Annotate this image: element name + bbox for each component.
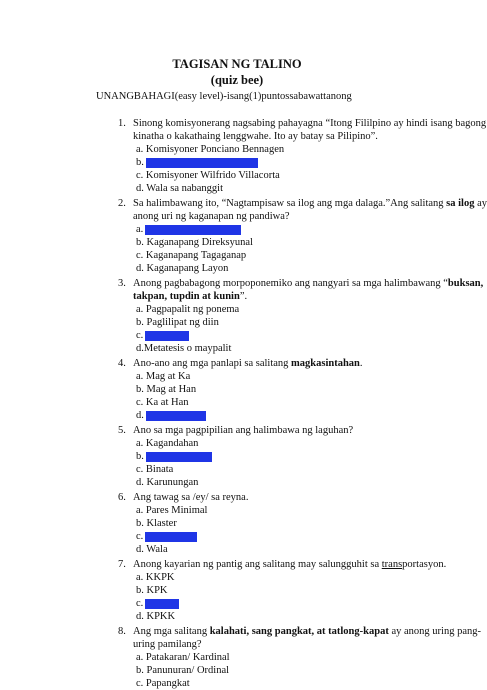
option: a. KKPK	[136, 572, 175, 583]
question-number: 3.	[118, 278, 126, 289]
question-text: Ang mga salitang kalahati, sang pangkat, at tatlong-kapat ay anong uring pang-	[133, 626, 481, 637]
question-number: 8.	[118, 626, 126, 637]
option: c. Papangkat	[136, 678, 190, 689]
page-subtitle: (quiz bee)	[210, 73, 264, 87]
question-text: Anong pagbabagong morpoponemiko ang nangyari sa mga halimbawang “buksan,	[133, 278, 484, 289]
option: b. Kaganapang Direksyunal	[136, 237, 253, 248]
option: d. Kaganapang Layon	[136, 263, 229, 274]
option: c. Komisyoner Wilfrido Villacorta	[136, 170, 280, 181]
option: c.	[136, 329, 189, 342]
option: c. Kaganapang Tagaganap	[136, 250, 247, 261]
option: b. Klaster	[136, 518, 177, 529]
option: b. Mag at Han	[136, 384, 197, 395]
question-text: Ano-ano ang mga panlapi sa salitang magkasintahan.	[133, 358, 363, 369]
option: d. Wala	[136, 544, 168, 555]
answer-highlight	[145, 331, 189, 341]
option: b.	[136, 450, 212, 463]
question-number: 1.	[118, 118, 126, 129]
question-text: Sa halimbawang ito, “Nagtampisaw sa ilog ang mga dalaga.”Ang salitang sa ilog ay	[133, 198, 487, 209]
question-text: takpan, tupdin at kunin”.	[133, 291, 248, 302]
answer-highlight	[146, 411, 206, 421]
option: c. Binata	[136, 464, 174, 475]
question-text: uring pamilang?	[133, 639, 202, 650]
option: c. Ka at Han	[136, 397, 189, 408]
option: c.	[136, 530, 197, 543]
option: a. Pagpapalit ng ponema	[136, 304, 240, 315]
option: a. Pares Minimal	[136, 505, 208, 516]
option: a. Komisyoner Ponciano Bennagen	[136, 144, 285, 155]
option: d.Metatesis o maypalit	[136, 343, 232, 354]
question-text: Ano sa mga pagpipilian ang halimbawa ng laguhan?	[133, 425, 354, 436]
question-text: Ang tawag sa /ey/ sa reyna.	[133, 492, 249, 503]
page-title: TAGISAN NG TALINO	[172, 57, 302, 71]
option: c.	[136, 597, 179, 610]
option: a. Patakaran/ Kardinal	[136, 652, 230, 663]
section-instruction: UNANGBAHAGI(easy level)-isang(1)puntossabawattanong	[96, 91, 352, 102]
answer-highlight	[146, 452, 212, 462]
option: b.	[136, 156, 258, 169]
option: a. Mag at Ka	[136, 371, 191, 382]
option: b. KPK	[136, 585, 168, 596]
option: a. Kagandahan	[136, 438, 199, 449]
question-number: 4.	[118, 358, 126, 369]
question-text: kinatha o kakathaing lenggwahe. Ito ay batay sa Pilipino”.	[133, 131, 378, 142]
option: d. Wala sa nabanggit	[136, 183, 224, 194]
question-text: anong uri ng kaganapan ng pandiwa?	[133, 211, 290, 222]
question-number: 5.	[118, 425, 126, 436]
question-number: 6.	[118, 492, 126, 503]
question-text: Anong kayarian ng pantig ang salitang may salungguhit sa transportasyon.	[133, 559, 447, 570]
question-number: 7.	[118, 559, 126, 570]
option: d. Karunungan	[136, 477, 199, 488]
option: d.	[136, 409, 206, 422]
option: b. Paglilipat ng diin	[136, 317, 219, 328]
answer-highlight	[145, 599, 179, 609]
option: a.	[136, 223, 241, 236]
answer-highlight	[145, 532, 197, 542]
question-number: 2.	[118, 198, 126, 209]
answer-highlight	[145, 225, 241, 235]
question-text: Sinong komisyonerang nagsabing pahayagna “Itong Fililpino ay hindi isang bagong	[133, 118, 487, 129]
answer-highlight	[146, 158, 258, 168]
option: b. Panunuran/ Ordinal	[136, 665, 230, 676]
option: d. KPKK	[136, 611, 176, 622]
